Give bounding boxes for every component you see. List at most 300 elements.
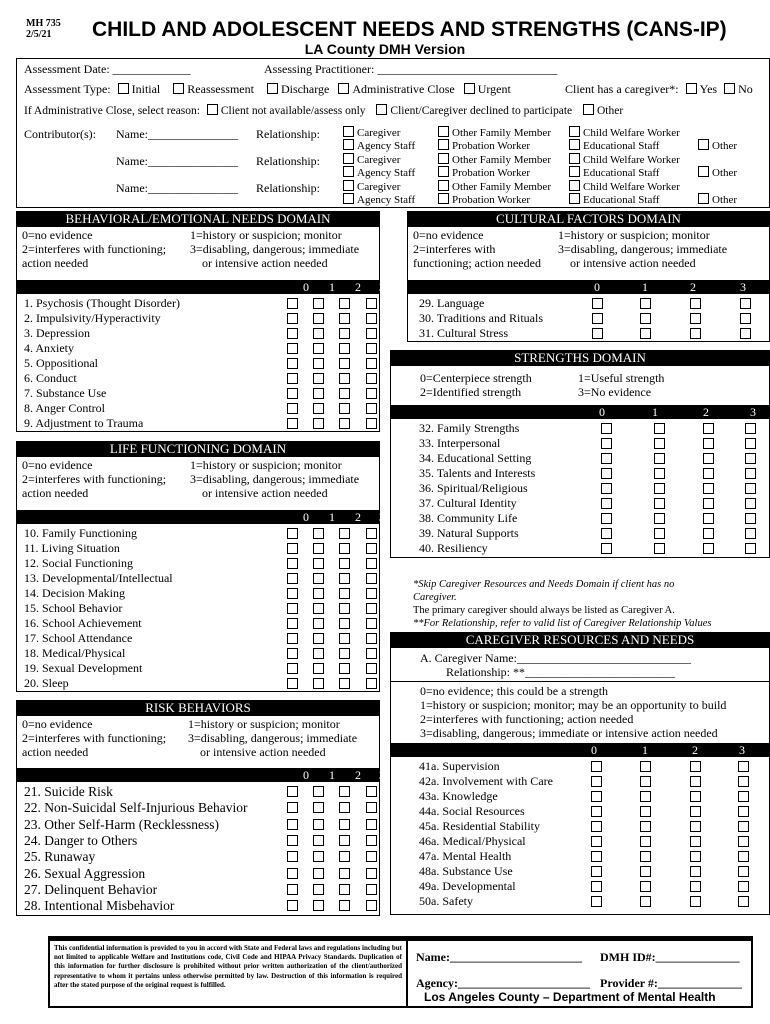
checkbox-icon[interactable] xyxy=(569,139,580,150)
rating-checkbox-1[interactable] xyxy=(654,498,665,509)
rating-checkbox-2[interactable] xyxy=(339,678,350,689)
rating-checkbox-0[interactable] xyxy=(287,868,298,879)
contributor-role-other[interactable] xyxy=(698,166,737,180)
rating-checkbox-3[interactable] xyxy=(366,588,377,599)
checkbox-icon[interactable] xyxy=(569,126,580,137)
rating-checkbox-3[interactable] xyxy=(745,483,756,494)
rating-checkbox-2[interactable] xyxy=(690,313,701,324)
footer-agency-field[interactable]: Agency:______________________ xyxy=(416,976,590,990)
checkbox-icon[interactable] xyxy=(173,83,184,94)
risk-scale-header xyxy=(16,768,385,782)
rating-checkbox-0[interactable] xyxy=(287,588,298,599)
rating-checkbox-0[interactable] xyxy=(287,851,298,862)
caregiver-yes[interactable] xyxy=(686,82,717,96)
rating-checkbox-2[interactable] xyxy=(339,835,350,846)
rating-checkbox-0[interactable] xyxy=(591,776,602,787)
rating-checkbox-1[interactable] xyxy=(313,298,324,309)
checkbox-icon[interactable] xyxy=(343,166,354,177)
contributor-name-field[interactable]: Name:_______________ xyxy=(116,127,238,141)
rating-checkbox-3[interactable] xyxy=(366,786,377,797)
contributor-role-option[interactable] xyxy=(569,139,659,153)
rating-checkbox-0[interactable] xyxy=(287,373,298,384)
rating-checkbox-3[interactable] xyxy=(366,678,377,689)
rating-checkbox-2[interactable] xyxy=(339,663,350,674)
rating-checkbox-1[interactable] xyxy=(654,468,665,479)
footer-dmh-id-field[interactable]: DMH ID#:______________ xyxy=(600,950,740,964)
checkbox-icon[interactable] xyxy=(569,153,580,164)
rating-checkbox-3[interactable] xyxy=(366,868,377,879)
rating-checkbox-2[interactable] xyxy=(690,821,701,832)
rating-checkbox-0[interactable] xyxy=(591,881,602,892)
type-urgent[interactable] xyxy=(464,82,511,96)
rating-checkbox-2[interactable] xyxy=(339,328,350,339)
rating-checkbox-2[interactable] xyxy=(703,423,714,434)
checkbox-icon[interactable] xyxy=(724,83,735,94)
rating-checkbox-3[interactable] xyxy=(366,633,377,644)
rating-checkbox-2[interactable] xyxy=(690,836,701,847)
checkbox-icon[interactable] xyxy=(343,180,354,191)
checkbox-icon[interactable] xyxy=(343,193,354,204)
rating-checkbox-3[interactable] xyxy=(366,543,377,554)
life-scale-header xyxy=(16,510,385,524)
rating-checkbox-3[interactable] xyxy=(366,835,377,846)
role-label: Agency Staff xyxy=(357,167,416,179)
rating-checkbox-0[interactable] xyxy=(601,468,612,479)
life-item-label: 16. School Achievement xyxy=(24,616,142,630)
rating-checkbox-0[interactable] xyxy=(591,836,602,847)
behavioral-item-label: 6. Conduct xyxy=(24,371,77,385)
rating-checkbox-3[interactable] xyxy=(366,418,377,429)
checkbox-icon[interactable] xyxy=(569,180,580,191)
rating-checkbox-0[interactable] xyxy=(591,761,602,772)
rating-checkbox-2[interactable] xyxy=(690,896,701,907)
rating-checkbox-0[interactable] xyxy=(287,663,298,674)
contributor-role-option[interactable] xyxy=(343,193,415,207)
rating-checkbox-1[interactable] xyxy=(313,835,324,846)
rating-checkbox-3[interactable] xyxy=(366,298,377,309)
rating-checkbox-3[interactable] xyxy=(366,851,377,862)
rating-checkbox-2[interactable] xyxy=(339,418,350,429)
footer-name-field[interactable]: Name:______________________ xyxy=(416,950,582,964)
rating-checkbox-2[interactable] xyxy=(690,866,701,877)
reason-declined[interactable] xyxy=(376,105,572,117)
checkbox-icon[interactable] xyxy=(438,153,449,164)
contributor-role-option[interactable] xyxy=(569,180,680,194)
rating-checkbox-2[interactable] xyxy=(703,543,714,554)
rating-checkbox-1[interactable] xyxy=(313,786,324,797)
rating-checkbox-2[interactable] xyxy=(339,819,350,830)
rating-checkbox-0[interactable] xyxy=(287,603,298,614)
rating-checkbox-2[interactable] xyxy=(703,498,714,509)
rating-checkbox-1[interactable] xyxy=(313,373,324,384)
rating-checkbox-0[interactable] xyxy=(591,851,602,862)
rating-checkbox-3[interactable] xyxy=(366,618,377,629)
rating-checkbox-0[interactable] xyxy=(287,528,298,539)
rating-checkbox-2[interactable] xyxy=(690,776,701,787)
checkbox-icon[interactable] xyxy=(698,193,709,204)
checkbox-icon[interactable] xyxy=(698,166,709,177)
legend-line: 3=disabling, dangerous; immediate or intensive action needed xyxy=(420,726,718,740)
rating-checkbox-3[interactable] xyxy=(745,513,756,524)
rating-checkbox-1[interactable] xyxy=(313,343,324,354)
rating-checkbox-2[interactable] xyxy=(339,868,350,879)
rating-checkbox-2[interactable] xyxy=(339,388,350,399)
rating-checkbox-3[interactable] xyxy=(738,806,749,817)
checkbox-icon[interactable] xyxy=(267,83,278,94)
rating-checkbox-1[interactable] xyxy=(313,884,324,895)
rating-checkbox-1[interactable] xyxy=(640,836,651,847)
strengths-item-label: 33. Interpersonal xyxy=(419,436,501,450)
checkbox-icon[interactable] xyxy=(343,139,354,150)
legend-line: 3=disabling, dangerous; immediate xyxy=(558,242,728,256)
rating-checkbox-1[interactable] xyxy=(313,663,324,674)
rating-checkbox-3[interactable] xyxy=(745,468,756,479)
rating-checkbox-1[interactable] xyxy=(313,648,324,659)
caregiver-relationship-field[interactable]: Relationship: **_________________________ xyxy=(446,665,675,679)
rating-checkbox-0[interactable] xyxy=(601,543,612,554)
rating-checkbox-0[interactable] xyxy=(287,678,298,689)
rating-checkbox-2[interactable] xyxy=(339,618,350,629)
rating-checkbox-3[interactable] xyxy=(366,313,377,324)
rating-checkbox-1[interactable] xyxy=(313,403,324,414)
contributor-role-option[interactable] xyxy=(343,166,415,180)
checkbox-icon[interactable] xyxy=(438,166,449,177)
legend-line: or intensive action needed xyxy=(200,745,326,759)
rating-checkbox-3[interactable] xyxy=(738,836,749,847)
rating-checkbox-3[interactable] xyxy=(366,343,377,354)
rating-checkbox-2[interactable] xyxy=(339,403,350,414)
rating-checkbox-0[interactable] xyxy=(287,558,298,569)
rating-checkbox-1[interactable] xyxy=(313,900,324,911)
rating-checkbox-3[interactable] xyxy=(745,528,756,539)
rating-checkbox-1[interactable] xyxy=(640,866,651,877)
type-initial[interactable] xyxy=(118,82,161,96)
rating-checkbox-3[interactable] xyxy=(738,896,749,907)
checkbox-icon[interactable] xyxy=(569,166,580,177)
behavioral-item-label: 7. Substance Use xyxy=(24,386,107,400)
rating-checkbox-0[interactable] xyxy=(287,618,298,629)
rating-checkbox-1[interactable] xyxy=(640,791,651,802)
rating-checkbox-0[interactable] xyxy=(591,791,602,802)
contributor-role-option[interactable] xyxy=(438,166,530,180)
rating-checkbox-1[interactable] xyxy=(640,313,651,324)
rating-checkbox-2[interactable] xyxy=(703,438,714,449)
rating-checkbox-1[interactable] xyxy=(640,821,651,832)
rating-checkbox-2[interactable] xyxy=(690,881,701,892)
rating-checkbox-1[interactable] xyxy=(313,868,324,879)
rating-checkbox-0[interactable] xyxy=(591,866,602,877)
rating-checkbox-0[interactable] xyxy=(592,328,603,339)
footer-provider-field[interactable]: Provider #:______________ xyxy=(600,976,742,990)
rating-checkbox-3[interactable] xyxy=(738,866,749,877)
rating-checkbox-1[interactable] xyxy=(313,678,324,689)
rating-checkbox-0[interactable] xyxy=(287,358,298,369)
legend-line: 0=no evidence xyxy=(413,228,484,242)
rating-checkbox-2[interactable] xyxy=(339,786,350,797)
checkbox-icon[interactable] xyxy=(464,83,475,94)
rating-checkbox-3[interactable] xyxy=(366,358,377,369)
risk-item-label: 28. Intentional Misbehavior xyxy=(24,898,175,914)
rating-checkbox-0[interactable] xyxy=(592,298,603,309)
rating-checkbox-3[interactable] xyxy=(745,498,756,509)
rating-checkbox-3[interactable] xyxy=(740,313,751,324)
rating-checkbox-0[interactable] xyxy=(601,438,612,449)
checkbox-icon[interactable] xyxy=(583,104,594,115)
checkbox-icon[interactable] xyxy=(438,193,449,204)
rating-checkbox-3[interactable] xyxy=(738,821,749,832)
rating-checkbox-0[interactable] xyxy=(287,884,298,895)
contributor-role-option[interactable] xyxy=(438,153,551,167)
rating-checkbox-3[interactable] xyxy=(366,373,377,384)
rating-checkbox-1[interactable] xyxy=(313,588,324,599)
rating-checkbox-3[interactable] xyxy=(366,573,377,584)
checkbox-icon[interactable] xyxy=(438,139,449,150)
rating-checkbox-2[interactable] xyxy=(703,468,714,479)
rating-checkbox-1[interactable] xyxy=(654,453,665,464)
rating-checkbox-1[interactable] xyxy=(313,388,324,399)
rating-checkbox-1[interactable] xyxy=(313,819,324,830)
rating-checkbox-3[interactable] xyxy=(366,328,377,339)
assessing-practitioner-field[interactable]: Assessing Practitioner: ______________________________ xyxy=(264,62,558,76)
rating-checkbox-2[interactable] xyxy=(339,648,350,659)
rating-checkbox-2[interactable] xyxy=(339,313,350,324)
rating-checkbox-1[interactable] xyxy=(654,513,665,524)
rating-checkbox-2[interactable] xyxy=(339,373,350,384)
legend-line: action needed xyxy=(22,486,89,500)
rating-checkbox-1[interactable] xyxy=(313,358,324,369)
rating-checkbox-1[interactable] xyxy=(313,573,324,584)
rating-checkbox-3[interactable] xyxy=(366,403,377,414)
rating-checkbox-2[interactable] xyxy=(339,802,350,813)
caregiver-no[interactable] xyxy=(724,82,753,96)
rating-checkbox-0[interactable] xyxy=(601,498,612,509)
checkbox-icon[interactable] xyxy=(343,153,354,164)
contributor-role-other[interactable] xyxy=(698,139,737,153)
rating-checkbox-0[interactable] xyxy=(592,313,603,324)
checkbox-icon[interactable] xyxy=(438,126,449,137)
rating-checkbox-1[interactable] xyxy=(654,438,665,449)
rating-checkbox-0[interactable] xyxy=(287,298,298,309)
rating-checkbox-2[interactable] xyxy=(339,543,350,554)
rating-checkbox-0[interactable] xyxy=(601,483,612,494)
rating-checkbox-0[interactable] xyxy=(591,806,602,817)
strengths-item-label: 35. Talents and Interests xyxy=(419,466,536,480)
rating-checkbox-0[interactable] xyxy=(287,835,298,846)
rating-checkbox-3[interactable] xyxy=(738,791,749,802)
rating-checkbox-3[interactable] xyxy=(745,453,756,464)
rating-checkbox-0[interactable] xyxy=(287,403,298,414)
checkbox-icon[interactable] xyxy=(118,83,129,94)
rating-checkbox-3[interactable] xyxy=(738,776,749,787)
scale-3: 3 xyxy=(739,743,745,757)
rating-checkbox-0[interactable] xyxy=(287,900,298,911)
rating-checkbox-1[interactable] xyxy=(640,806,651,817)
checkbox-icon[interactable] xyxy=(207,104,218,115)
type-admin-close-label: Administrative Close xyxy=(352,82,455,96)
scale-2: 2 xyxy=(692,743,698,757)
rating-checkbox-2[interactable] xyxy=(339,298,350,309)
rating-checkbox-3[interactable] xyxy=(366,603,377,614)
assessment-date-field[interactable]: Assessment Date: _____________ xyxy=(24,62,191,76)
rating-checkbox-2[interactable] xyxy=(703,528,714,539)
rating-checkbox-3[interactable] xyxy=(745,423,756,434)
rating-checkbox-0[interactable] xyxy=(287,573,298,584)
contributor-role-option[interactable] xyxy=(569,193,659,207)
rating-checkbox-2[interactable] xyxy=(690,761,701,772)
rating-checkbox-1[interactable] xyxy=(640,881,651,892)
rating-checkbox-0[interactable] xyxy=(287,786,298,797)
rating-checkbox-0[interactable] xyxy=(287,343,298,354)
rating-checkbox-0[interactable] xyxy=(591,896,602,907)
rating-checkbox-2[interactable] xyxy=(339,884,350,895)
rating-checkbox-2[interactable] xyxy=(690,851,701,862)
rating-checkbox-3[interactable] xyxy=(738,881,749,892)
contributor-role-option[interactable] xyxy=(343,126,400,140)
risk-domain-title: RISK BEHAVIORS xyxy=(16,700,380,715)
rating-checkbox-2[interactable] xyxy=(703,513,714,524)
rating-checkbox-1[interactable] xyxy=(640,776,651,787)
rating-checkbox-0[interactable] xyxy=(601,528,612,539)
rating-checkbox-2[interactable] xyxy=(339,528,350,539)
rating-checkbox-1[interactable] xyxy=(313,618,324,629)
rating-checkbox-0[interactable] xyxy=(287,648,298,659)
rating-checkbox-1[interactable] xyxy=(313,633,324,644)
rating-checkbox-2[interactable] xyxy=(339,358,350,369)
footer-top-rule xyxy=(48,936,753,941)
rating-checkbox-0[interactable] xyxy=(601,423,612,434)
reason-other[interactable] xyxy=(583,105,623,117)
caregiver-item-label: 43a. Knowledge xyxy=(419,789,498,803)
rating-checkbox-1[interactable] xyxy=(313,418,324,429)
rating-checkbox-0[interactable] xyxy=(287,313,298,324)
rating-checkbox-3[interactable] xyxy=(366,528,377,539)
contributor-role-option[interactable] xyxy=(438,139,530,153)
scale-1: 1 xyxy=(329,768,335,782)
contributor-role-option[interactable] xyxy=(569,126,680,140)
rating-checkbox-2[interactable] xyxy=(703,483,714,494)
reason-not-available[interactable] xyxy=(207,105,366,117)
contributor-role-option[interactable] xyxy=(343,153,400,167)
checkbox-icon[interactable] xyxy=(376,104,387,115)
divider xyxy=(390,681,770,682)
rating-checkbox-3[interactable] xyxy=(740,328,751,339)
rating-checkbox-1[interactable] xyxy=(640,328,651,339)
checkbox-icon[interactable] xyxy=(338,83,349,94)
rating-checkbox-0[interactable] xyxy=(591,821,602,832)
rating-checkbox-3[interactable] xyxy=(366,558,377,569)
rating-checkbox-3[interactable] xyxy=(366,802,377,813)
rating-checkbox-2[interactable] xyxy=(703,453,714,464)
contributor-role-option[interactable] xyxy=(438,193,530,207)
rating-checkbox-3[interactable] xyxy=(738,761,749,772)
rating-checkbox-3[interactable] xyxy=(740,298,751,309)
type-administrative-close[interactable] xyxy=(338,82,454,96)
rating-checkbox-2[interactable] xyxy=(690,298,701,309)
rating-checkbox-3[interactable] xyxy=(366,900,377,911)
contributor-name-field[interactable]: Name:_______________ xyxy=(116,154,238,168)
rating-checkbox-2[interactable] xyxy=(339,573,350,584)
contributor-role-option[interactable] xyxy=(569,166,659,180)
contributor-role-option[interactable] xyxy=(438,126,551,140)
rating-checkbox-1[interactable] xyxy=(640,761,651,772)
rating-checkbox-1[interactable] xyxy=(313,802,324,813)
rating-checkbox-0[interactable] xyxy=(287,802,298,813)
rating-checkbox-3[interactable] xyxy=(366,663,377,674)
rating-checkbox-1[interactable] xyxy=(640,298,651,309)
assessment-type-label: Assessment Type: xyxy=(24,82,111,96)
rating-checkbox-0[interactable] xyxy=(601,453,612,464)
rating-checkbox-1[interactable] xyxy=(654,423,665,434)
rating-checkbox-2[interactable] xyxy=(690,791,701,802)
rating-checkbox-2[interactable] xyxy=(339,633,350,644)
checkbox-icon[interactable] xyxy=(698,139,709,150)
caregiver-name-field[interactable]: A. Caregiver Name:_____________________________ xyxy=(420,651,691,665)
rating-checkbox-1[interactable] xyxy=(654,528,665,539)
rating-checkbox-0[interactable] xyxy=(287,418,298,429)
rating-checkbox-0[interactable] xyxy=(287,819,298,830)
rating-checkbox-1[interactable] xyxy=(313,528,324,539)
type-discharge[interactable] xyxy=(267,82,329,96)
type-reassessment[interactable] xyxy=(173,82,254,96)
rating-checkbox-1[interactable] xyxy=(313,558,324,569)
rating-checkbox-1[interactable] xyxy=(640,896,651,907)
checkbox-icon[interactable] xyxy=(686,83,697,94)
rating-checkbox-3[interactable] xyxy=(366,819,377,830)
checkbox-icon[interactable] xyxy=(343,126,354,137)
rating-checkbox-3[interactable] xyxy=(745,438,756,449)
rating-checkbox-1[interactable] xyxy=(313,328,324,339)
rating-checkbox-2[interactable] xyxy=(339,558,350,569)
rating-checkbox-3[interactable] xyxy=(366,648,377,659)
contributor-role-option[interactable] xyxy=(438,180,551,194)
note-line: Caregiver. xyxy=(413,592,457,603)
contributor-name-field[interactable]: Name:_______________ xyxy=(116,181,238,195)
rating-checkbox-0[interactable] xyxy=(287,633,298,644)
rating-checkbox-3[interactable] xyxy=(745,543,756,554)
contributor-role-other[interactable] xyxy=(698,193,737,207)
rating-checkbox-1[interactable] xyxy=(313,543,324,554)
rating-checkbox-0[interactable] xyxy=(287,543,298,554)
rating-checkbox-2[interactable] xyxy=(339,588,350,599)
rating-checkbox-0[interactable] xyxy=(287,388,298,399)
rating-checkbox-2[interactable] xyxy=(339,851,350,862)
rating-checkbox-2[interactable] xyxy=(339,900,350,911)
contributor-role-option[interactable] xyxy=(569,153,680,167)
contributor-role-option[interactable] xyxy=(343,180,400,194)
rating-checkbox-1[interactable] xyxy=(313,603,324,614)
rating-checkbox-3[interactable] xyxy=(366,388,377,399)
rating-checkbox-2[interactable] xyxy=(690,806,701,817)
caregiver-item-label: 45a. Residential Stability xyxy=(419,819,540,833)
rating-checkbox-1[interactable] xyxy=(313,851,324,862)
rating-checkbox-2[interactable] xyxy=(339,603,350,614)
caregiver-item-label: 48a. Substance Use xyxy=(419,864,513,878)
rating-checkbox-1[interactable] xyxy=(313,313,324,324)
rating-checkbox-3[interactable] xyxy=(738,851,749,862)
rating-checkbox-1[interactable] xyxy=(654,543,665,554)
rating-checkbox-0[interactable] xyxy=(601,513,612,524)
checkbox-icon[interactable] xyxy=(569,193,580,204)
rating-checkbox-0[interactable] xyxy=(287,328,298,339)
rating-checkbox-3[interactable] xyxy=(366,884,377,895)
rating-checkbox-2[interactable] xyxy=(339,343,350,354)
contributor-role-option[interactable] xyxy=(343,139,415,153)
rating-checkbox-1[interactable] xyxy=(640,851,651,862)
rating-checkbox-1[interactable] xyxy=(654,483,665,494)
life-item-label: 20. Sleep xyxy=(24,676,69,690)
rating-checkbox-2[interactable] xyxy=(690,328,701,339)
checkbox-icon[interactable] xyxy=(438,180,449,191)
